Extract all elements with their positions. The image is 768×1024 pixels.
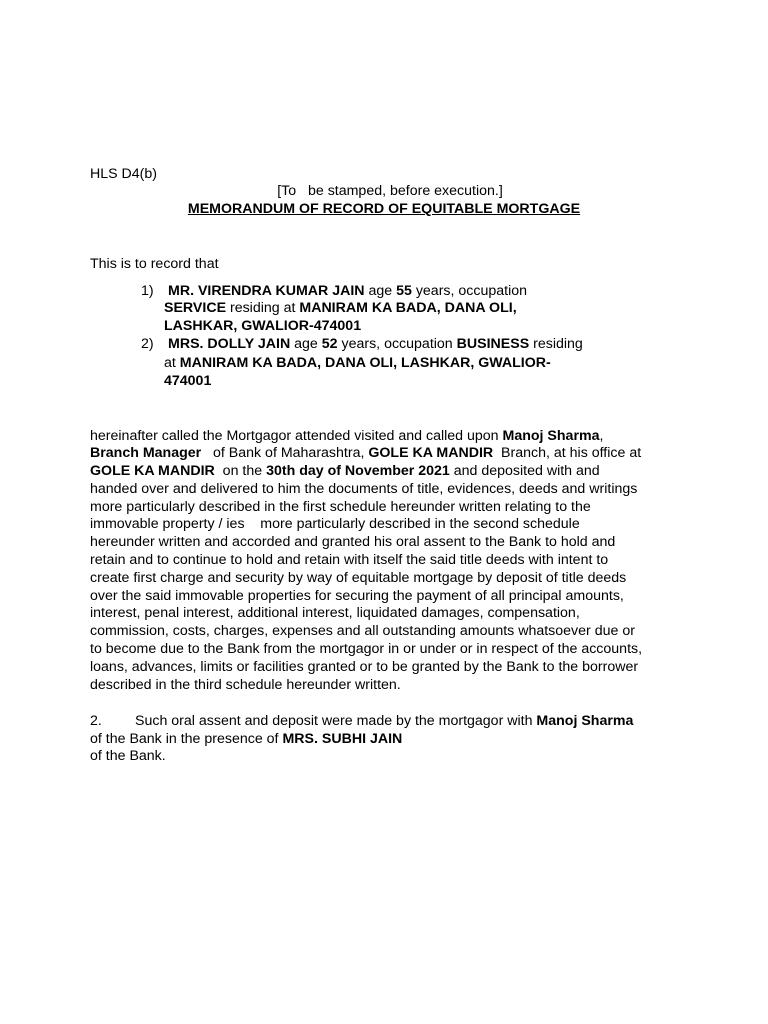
form-code: HLS D4(b) <box>90 166 158 182</box>
mortgagor-age: 55 <box>396 283 412 299</box>
text-fragment: age <box>364 283 397 299</box>
body-line <box>135 712 633 730</box>
manager-designation: Branch Manager <box>90 445 202 461</box>
body-line: to become due to the Bank from the mortgagor in or under or in respect of the accounts, <box>90 641 643 657</box>
text-fragment: hereinafter called the Mortgagor attended visited and called upon <box>90 428 503 444</box>
text-fragment: , <box>599 428 604 444</box>
body-line: over the said immovable properties for securing the payment of all principal amounts, <box>90 588 624 604</box>
branch-name: GOLE KA MANDIR <box>90 463 215 479</box>
mortgagor-line <box>164 299 517 317</box>
body-line <box>90 444 641 462</box>
text-fragment: Such oral assent and deposit were made by the mortgagor with <box>135 713 537 729</box>
mortgagor-address: LASHKAR, GWALIOR-474001 <box>164 318 362 334</box>
body-line: of the Bank. <box>90 748 166 764</box>
stamp-note: [To be stamped, before execution.] <box>277 183 503 199</box>
text-fragment: of Bank of Maharashtra, <box>201 445 369 461</box>
text-fragment: residing at <box>226 300 300 316</box>
mortgagor-name: MRS. DOLLY JAIN <box>168 336 291 352</box>
list-number: 2) <box>141 336 154 352</box>
body-line: interest, penal interest, additional interest, liquidated damages, compensation, <box>90 605 580 621</box>
text-fragment: residing <box>529 336 583 352</box>
body-line: loans, advances, limits or facilities granted or to be granted by the Bank to the borrower <box>90 659 639 675</box>
mortgagor-address: MANIRAM KA BADA, DANA OLI, LASHKAR, GWALIOR- <box>179 355 551 371</box>
body-line <box>90 730 402 748</box>
body-line: commission, costs, charges, expenses and all outstanding amounts whatsoever due or <box>90 623 635 639</box>
mortgagor-line <box>168 282 527 300</box>
mortgagor-line <box>168 335 583 353</box>
text-fragment: on the <box>214 463 267 479</box>
manager-name: Manoj Sharma <box>502 428 600 444</box>
body-line: described in the third schedule hereunder written. <box>90 677 401 693</box>
intro-text: This is to record that <box>90 256 219 272</box>
branch-name: GOLE KA MANDIR <box>368 445 494 461</box>
text-fragment: age <box>290 336 322 352</box>
text-fragment: years, occupation <box>411 283 528 299</box>
paragraph-number: 2. <box>90 713 102 729</box>
text-fragment: of the Bank in the presence of <box>90 731 283 747</box>
text-fragment: and deposited with and <box>449 463 600 479</box>
deposit-date: 30th day of November 2021 <box>266 463 450 479</box>
text-fragment: years, occupation <box>337 336 457 352</box>
mortgagor-occupation: SERVICE <box>164 300 227 316</box>
body-line: hereunder written and accorded and granted his oral assent to the Bank to hold and <box>90 534 616 550</box>
mortgagor-address: MANIRAM KA BADA, DANA OLI, <box>299 300 517 316</box>
manager-name: Manoj Sharma <box>536 713 634 729</box>
witness-name: MRS. SUBHI JAIN <box>282 731 403 747</box>
body-line: retain and to continue to hold and retain with itself the said title deeds with intent to <box>90 552 609 568</box>
body-line: create first charge and security by way of equitable mortgage by deposit of title deeds <box>90 570 627 586</box>
mortgagor-age: 52 <box>321 336 338 352</box>
mortgagor-occupation: BUSINESS <box>456 336 530 352</box>
text-fragment: at <box>164 355 180 371</box>
text-fragment: Branch, at his office at <box>493 445 642 461</box>
body-line <box>90 462 600 480</box>
body-line: immovable property / ies more particularly described in the second schedule <box>90 516 580 532</box>
list-number: 1) <box>141 283 154 299</box>
body-line <box>90 427 603 445</box>
mortgagor-name: MR. VIRENDRA KUMAR JAIN <box>168 283 365 299</box>
body-line: more particularly described in the first schedule hereunder written relating to the <box>90 499 591 515</box>
body-line: handed over and delivered to him the documents of title, evidences, deeds and writings <box>90 481 638 497</box>
mortgagor-line <box>164 354 551 372</box>
document-title: MEMORANDUM OF RECORD OF EQUITABLE MORTGAGE <box>187 201 581 217</box>
mortgagor-address: 474001 <box>164 373 212 389</box>
